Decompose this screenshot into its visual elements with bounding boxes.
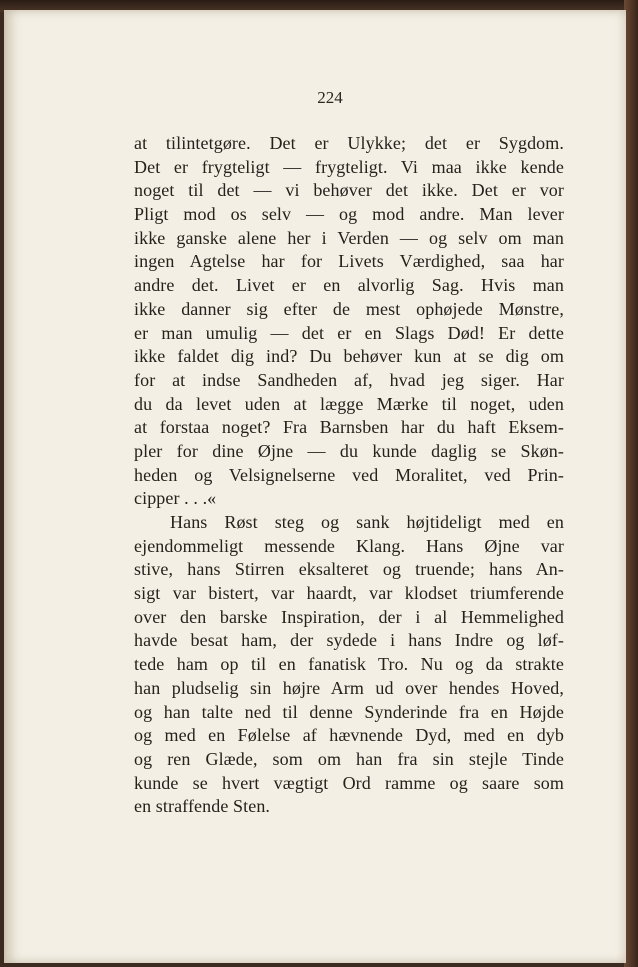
- text-line: kunde se hvert vægtigt Ord ramme og saare som: [134, 772, 564, 793]
- text-line: noget til det — vi behøver det ikke. Det er vor: [134, 180, 564, 201]
- text-line: sigt var bistert, var haardt, var klodset triumferende: [134, 583, 564, 604]
- text-line: for at indse Sandheden af, hvad jeg siger. Har: [134, 369, 564, 390]
- text-line: cipper . . .«: [134, 488, 217, 509]
- text-line: ikke faldet dig ind? Du behøver kun at se dig om: [134, 346, 564, 367]
- text-line: pler for dine Øjne — du kunde daglig se Skøn-: [134, 440, 564, 461]
- text-line: havde besat ham, der sydede i hans Indre og løf-: [134, 630, 564, 651]
- text-line: og han talte ned til denne Synderinde fra en Højde: [134, 701, 564, 722]
- book-page: [4, 10, 626, 963]
- text-line: han pludselig sin højre Arm ud over hendes Hoved,: [134, 677, 564, 698]
- text-line: heden og Velsignelserne ved Moralitet, ved Prin-: [134, 464, 564, 485]
- text-line: tede ham op til en fanatisk Tro. Nu og da strakte: [134, 654, 564, 675]
- text-line: Det er frygteligt — frygteligt. Vi maa ikke kende: [134, 156, 564, 177]
- text-line: stive, hans Stirren eksalteret og truende; hans An-: [134, 559, 564, 580]
- text-line: og med en Følelse af hævnende Dyd, med en dyb: [134, 725, 564, 746]
- text-line: ingen Agtelse har for Livets Værdighed, saa har: [134, 251, 564, 272]
- text-line: ejendommeligt messende Klang. Hans Øjne var: [134, 535, 564, 556]
- text-line: ikke danner sig efter de mest ophøjede Mønstre,: [134, 298, 564, 319]
- text-line: at forstaa noget? Fra Barnsben har du haft Eksem-: [134, 417, 564, 438]
- text-line: Pligt mod os selv — og mod andre. Man lever: [134, 204, 564, 225]
- text-line: du da levet uden at lægge Mærke til noget, uden: [134, 393, 564, 414]
- text-line: er man umulig — det er en Slags Død! Er dette: [134, 322, 564, 343]
- body-text: [134, 132, 564, 819]
- text-line: ikke ganske alene her i Verden — og selv om man: [134, 227, 564, 248]
- text-line: at tilintetgøre. Det er Ulykke; det er Sygdom.: [134, 133, 564, 153]
- text-line: en straffende Sten.: [134, 796, 271, 817]
- text-line: andre det. Livet er en alvorlig Sag. Hvis man: [134, 275, 564, 296]
- text-line: over den barske Inspiration, der i al Hemmelighed: [134, 606, 564, 627]
- scan-right-edge: [624, 0, 638, 967]
- text-line: Hans Røst steg og sank højtideligt med en: [170, 512, 564, 532]
- text-line: og ren Glæde, som om han fra sin stejle Tinde: [134, 748, 564, 769]
- page-number: 224: [317, 88, 343, 107]
